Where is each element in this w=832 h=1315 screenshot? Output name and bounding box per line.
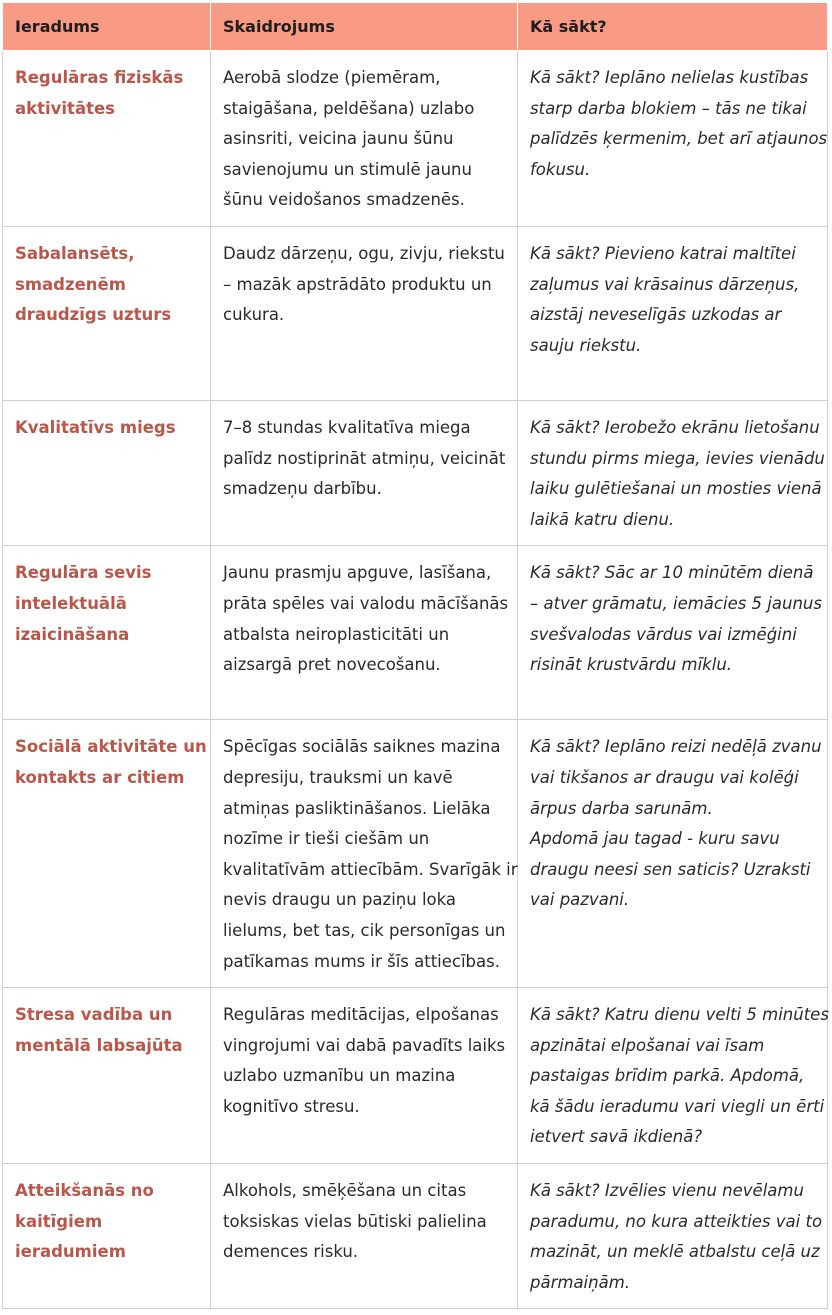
explanation-cell	[211, 720, 518, 988]
explanation-cell-line: uzlabo uzmanību un mazina	[223, 1066, 456, 1086]
how-to-start-cell	[518, 226, 828, 400]
habit-cell-line: intelektuālā	[15, 593, 127, 613]
how-to-start-cell-line: ārpus darba sarunām.	[530, 798, 713, 818]
explanation-cell-line: Jaunu prasmju apguve, lasīšana,	[223, 563, 492, 583]
how-to-start-cell-line: risināt krustvārdu mīklu.	[530, 655, 733, 675]
table-header	[3, 3, 828, 51]
habit-cell-line: Kvalitatīvs miegs	[15, 417, 176, 437]
how-to-start-cell-line: Kā sākt? Sāc ar 10 minūtēm dienā	[530, 563, 814, 583]
explanation-cell-line: Aerobā slodze (piemēram,	[223, 68, 441, 87]
explanation-cell-line: cukura.	[223, 305, 285, 325]
explanation-cell-line: asinsriti, veicina jaunu šūnu	[223, 129, 454, 149]
header-how-to-start: Kā sākt?	[518, 3, 828, 51]
how-to-start-cell	[518, 546, 828, 720]
how-to-start-cell-line: Kā sākt? Pievieno katrai maltītei	[530, 243, 796, 263]
habit-cell-line: Sociālā aktivitāte un	[15, 737, 207, 757]
habit-cell	[3, 51, 211, 227]
habit-cell-line: Atteikšanās no	[15, 1181, 154, 1201]
how-to-start-cell-line: pārmaiņām.	[530, 1272, 631, 1292]
how-to-start-cell-line: Kā sākt? Izvēlies vienu nevēlamu	[530, 1181, 804, 1201]
explanation-cell-line: atmiņas pasliktināšanos. Lielāka	[223, 798, 491, 818]
explanation-cell	[211, 546, 518, 720]
how-to-start-cell-line: vai tikšanos ar draugu vai kolēģi	[530, 767, 799, 787]
explanation-cell	[211, 51, 518, 227]
habit-cell	[3, 226, 211, 400]
how-to-start-cell-line: stundu pirms miega, ievies vienādu	[530, 448, 825, 468]
how-to-start-cell-line: svešvalodas vārdus vai izmēģini	[530, 624, 797, 644]
how-to-start-cell-line: – atver grāmatu, iemācies 5 jaunus	[530, 593, 822, 613]
table-row	[3, 988, 828, 1164]
explanation-cell-line: vingrojumi vai dabā pavadīts laiks	[223, 1035, 506, 1055]
how-to-start-cell-line: draugu neesi sen saticis? Uzraksti	[530, 859, 811, 879]
habit-cell	[3, 988, 211, 1164]
explanation-cell-line: lielums, bet tas, cik personīgas un	[223, 920, 506, 940]
explanation-cell-line: savienojumu un stimulē jaunu	[223, 159, 472, 179]
how-to-start-cell-line: pastaigas brīdim parkā. Apdomā,	[530, 1066, 805, 1086]
how-to-start-cell-line: paradumu, no kura atteikties vai to	[530, 1211, 823, 1231]
habit-cell	[3, 400, 211, 545]
habit-cell-line: izaicināšana	[15, 624, 130, 644]
explanation-cell-line: kvalitatīvām attiecībām. Svarīgāk ir	[223, 859, 518, 879]
how-to-start-cell-line: zaļumus vai krāsainus dārzeņus,	[530, 274, 800, 294]
habit-cell-line: smadzenēm	[15, 274, 126, 294]
how-to-start-cell-line: Apdomā jau tagad - kuru savu	[530, 829, 780, 849]
habit-cell-line: kaitīgiem	[15, 1211, 103, 1231]
explanation-cell-line: atbalsta neiroplasticitāti un	[223, 624, 450, 644]
explanation-cell-line: Alkohols, smēķēšana un citas	[223, 1181, 467, 1201]
how-to-start-cell	[518, 720, 828, 988]
table-row	[3, 1164, 828, 1309]
explanation-cell-line: Daudz dārzeņu, ogu, zivju, riekstu	[223, 243, 505, 263]
explanation-cell-line: aizsargā pret novecošanu.	[223, 655, 441, 675]
explanation-cell-line: palīdz nostiprināt atmiņu, veicināt	[223, 448, 506, 468]
explanation-cell-line: Regulāras meditācijas, elpošanas	[223, 1005, 499, 1025]
explanation-cell	[211, 226, 518, 400]
habit-cell	[3, 720, 211, 988]
habit-cell-line: mentālā labsajūta	[15, 1035, 183, 1055]
how-to-start-cell	[518, 988, 828, 1164]
how-to-start-cell-line: mazināt, un meklē atbalstu ceļā uz	[530, 1242, 820, 1262]
explanation-cell-line: patīkamas mums ir šīs attiecības.	[223, 951, 500, 971]
header-habit: Ieradums	[3, 3, 211, 51]
how-to-start-cell-line: laiku gulētiešanai un mosties vienā	[530, 479, 822, 499]
explanation-cell-line: nozīme ir tieši ciešām un	[223, 829, 430, 849]
explanation-cell-line: Spēcīgas sociālās saiknes mazina	[223, 737, 501, 757]
habit-cell-line: Sabalansēts,	[15, 243, 135, 263]
habit-cell-line: Stresa vadība un	[15, 1005, 173, 1025]
how-to-start-cell-line: starp darba blokiem – tās ne tikai	[530, 98, 807, 118]
explanation-cell	[211, 400, 518, 545]
table-row	[3, 400, 828, 545]
how-to-start-cell-line: Kā sākt? Ieplāno nelielas kustības	[530, 68, 809, 87]
table-row	[3, 51, 828, 227]
explanation-cell-line: 7–8 stundas kvalitatīva miega	[223, 417, 471, 437]
how-to-start-cell-line: fokusu.	[530, 159, 591, 179]
how-to-start-cell	[518, 400, 828, 545]
explanation-cell-line: kognitīvo stresu.	[223, 1096, 360, 1116]
habit-cell	[3, 1164, 211, 1309]
explanation-cell-line: depresiju, trauksmi un kavē	[223, 767, 453, 787]
how-to-start-cell-line: Kā sākt? Ieplāno reizi nedēļā zvanu	[530, 737, 822, 757]
habit-cell-line: aktivitātes	[15, 98, 115, 118]
table-row	[3, 546, 828, 720]
explanation-cell-line: demences risku.	[223, 1242, 359, 1262]
how-to-start-cell-line: sauju riekstu.	[530, 335, 642, 355]
explanation-cell-line: smadzeņu darbību.	[223, 479, 382, 499]
table-body	[3, 51, 828, 1309]
how-to-start-cell-line: apzinātai elpošanai vai īsam	[530, 1035, 765, 1055]
explanation-cell-line: staigāšana, peldēšana) uzlabo	[223, 98, 475, 118]
header-row	[3, 3, 828, 51]
how-to-start-cell	[518, 51, 828, 227]
habit-cell-line: Regulāra sevis	[15, 563, 152, 583]
how-to-start-cell-line: ietvert savā ikdienā?	[530, 1127, 703, 1147]
how-to-start-cell-line: palīdzēs ķermenim, bet arī atjaunos	[530, 129, 828, 149]
how-to-start-cell-line: kā šādu ieradumu vari viegli un ērti	[530, 1096, 825, 1116]
how-to-start-cell-line: Kā sākt? Katru dienu velti 5 minūtes	[530, 1005, 829, 1025]
explanation-cell-line: – mazāk apstrādāto produktu un	[223, 274, 492, 294]
explanation-cell	[211, 1164, 518, 1309]
explanation-cell-line: prāta spēles vai valodu mācīšanās	[223, 593, 509, 613]
habit-cell	[3, 546, 211, 720]
how-to-start-cell	[518, 1164, 828, 1309]
explanation-cell-line: nevis draugu un paziņu loka	[223, 890, 457, 910]
habit-cell-line: ieradumiem	[15, 1242, 126, 1262]
habit-cell-line: Regulāras fiziskās	[15, 68, 184, 87]
habit-cell-line: draudzīgs uzturs	[15, 305, 172, 325]
how-to-start-cell-line: laikā katru dienu.	[530, 509, 675, 529]
table-row	[3, 226, 828, 400]
habit-cell-line: kontakts ar citiem	[15, 767, 185, 787]
explanation-cell-line: šūnu veidošanos smadzenēs.	[223, 190, 465, 210]
how-to-start-cell-line: Kā sākt? Ierobežo ekrānu lietošanu	[530, 417, 820, 437]
how-to-start-cell-line: vai pazvani.	[530, 890, 630, 910]
explanation-cell	[211, 988, 518, 1164]
explanation-cell-line: toksiskas vielas būtiski palielina	[223, 1211, 487, 1231]
table-row	[3, 720, 828, 988]
habits-table	[2, 2, 828, 1309]
how-to-start-cell-line: aizstāj neveselīgās uzkodas ar	[530, 305, 782, 325]
header-explanation: Skaidrojums	[211, 3, 518, 51]
